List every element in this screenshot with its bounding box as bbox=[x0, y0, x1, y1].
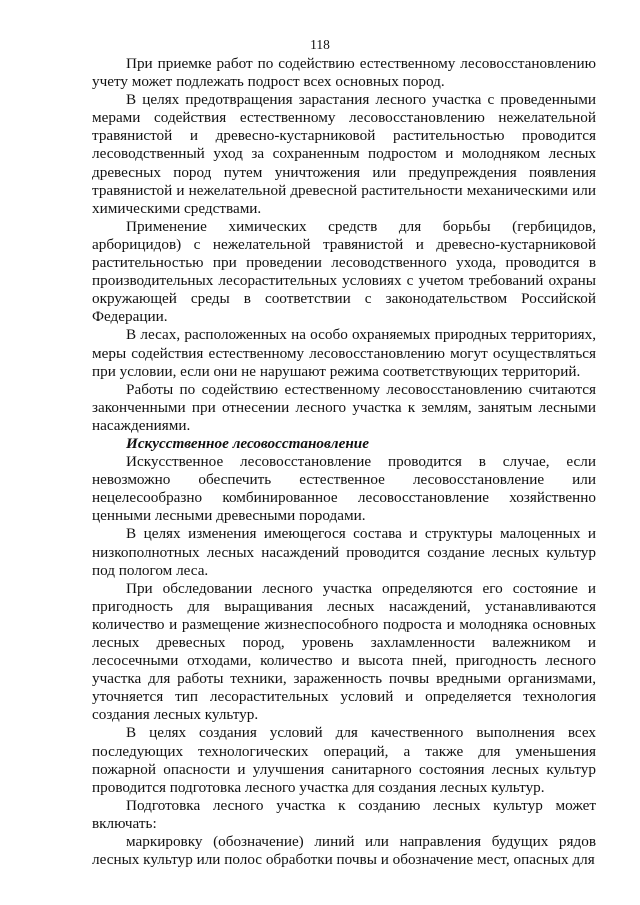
paragraph: В лесах, расположенных на особо охраняемых природных территориях, меры содействия естественному лесовосстановлению могут осуществляться при условии, если они не нарушают режима соответствующих территорий. bbox=[92, 326, 596, 380]
paragraph: Работы по содействию естественному лесовосстановлению считаются законченными при отнесении лесного участка к землям, занятым лесными насаждениями. bbox=[92, 380, 596, 434]
section-heading: Искусственное лесовосстановление bbox=[126, 434, 369, 452]
paragraph: маркировку (обозначение) линий или направления будущих рядов лесных культур или полос обработки почвы и обозначение мест, опасных для bbox=[92, 833, 596, 869]
page-number: 118 bbox=[310, 37, 330, 52]
paragraph: При приемке работ по содействию естественному лесовосстановлению учету может подлежать подрост всех основных пород. bbox=[92, 55, 596, 91]
paragraph: В целях создания условий для качественного выполнения всех последующих технологических операций, а также для уменьшения пожарной опасности и улучшения санитарного состояния лесных культур проводится подготовка лесного участка для создания лесных культур. bbox=[92, 724, 596, 796]
paragraph: В целях предотвращения зарастания лесного участка с проведенными мерами содействия естественному лесовосстановлению нежелательной травянистой и древесно-кустарниковой растительностью проводится лесоводственный уход за сохраненным подростом и молодняком лесных древесных пород путем уничтожения или предупреждения появления травянистой и нежелательной древесной растительности механическими или химическими средствами. bbox=[92, 91, 596, 217]
paragraph: В целях изменения имеющегося состава и структуры малоценных и низкополнотных лесных насаждений проводится создание лесных культур под пологом леса. bbox=[92, 525, 596, 579]
document-body bbox=[92, 55, 596, 869]
paragraph: Применение химических средств для борьбы (гербицидов, арборицидов) с нежелательной травянистой и древесно-кустарниковой растительностью при проведении лесоводственного ухода, проводится в производительных лесорастительных условиях с учетом требований охраны окружающей среды в соответствии с законодательством Российской Федерации. bbox=[92, 217, 596, 326]
paragraph: Искусственное лесовосстановление проводится в случае, если невозможно обеспечить естественное лесовосстановление или нецелесообразно комбинированное лесовосстановление хозяйственно ценными лесными древесными породами. bbox=[92, 453, 596, 525]
paragraph: При обследовании лесного участка определяются его состояние и пригодность для выращивания лесных насаждений, устанавливаются количество и размещение жизнеспособного подроста и молодняка основных лесных древесных пород, уровень захламленности валежником и лесосечными отходами, количество и высота пней, пригодность лесного участка для работы техники, зараженность почвы вредными организмами, уточняется тип лесорастительных условий и определяется технология создания лесных культур. bbox=[92, 579, 596, 724]
paragraph: Подготовка лесного участка к созданию лесных культур может включать: bbox=[92, 796, 596, 832]
